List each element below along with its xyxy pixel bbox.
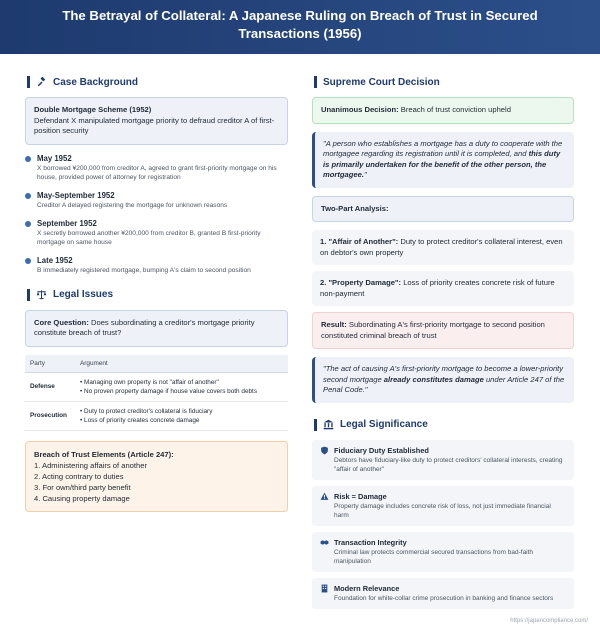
- significance-item-text: Property damage includes concrete risk of loss, not just immediate financial harm: [334, 502, 551, 519]
- gavel-icon: [36, 77, 47, 88]
- timeline-date: Late 1952: [37, 255, 73, 265]
- part-one-label: 1. "Affair of Another":: [320, 237, 399, 246]
- section-bar: [314, 419, 317, 431]
- significance-item: [312, 578, 574, 609]
- unanimous-label: Unanimous Decision:: [321, 105, 399, 114]
- unanimous-card: [312, 97, 574, 124]
- section-bar: [27, 76, 30, 88]
- quote-end: under Article 247 of the Penal Code.": [323, 374, 565, 394]
- argument-cell: [75, 401, 288, 430]
- quote-emphasis: this duty is primarily undertaken for the benefit of the other person, the mortgagee.: [323, 149, 561, 179]
- table-header-row: [25, 355, 288, 373]
- significance-item: [312, 486, 574, 526]
- element-item: 3. For own/third party benefit: [34, 482, 131, 492]
- core-question-label: Core Question:: [34, 317, 89, 327]
- timeline-date: May-September 1952: [37, 190, 115, 200]
- element-item: 1. Administering affairs of another: [34, 460, 147, 470]
- arguments-table: [25, 355, 288, 431]
- quote-emphasis: already constitutes damage: [383, 374, 484, 384]
- significance-item-title: Risk = Damage: [334, 491, 387, 501]
- quote-text: "The act of causing A's first-priority mortgage to become a lower-priority second mortgage: [323, 364, 564, 384]
- significance-item-title: Modern Relevance: [334, 583, 400, 593]
- summary-card: [25, 97, 288, 145]
- decision-title: Supreme Court Decision: [323, 76, 440, 88]
- shield-icon: [320, 446, 329, 455]
- element-item: 4. Causing property damage: [34, 493, 130, 503]
- case-background-title: Case Background: [53, 76, 139, 88]
- argument-line: • No proven property damage if house value covers both debts: [80, 387, 258, 395]
- timeline-dot: [25, 221, 31, 227]
- elements-card: [25, 441, 288, 512]
- part-two-label: 2. "Property Damage":: [320, 278, 402, 287]
- timeline-text: Creditor A delayed registering the mortgage for unknown reasons: [37, 201, 228, 209]
- table-header: Party: [25, 355, 75, 373]
- core-question-text: Does subordinating a creditor's mortgage priority constitute breach of trust?: [34, 317, 255, 337]
- timeline-text: B immediately registered mortgage, bumping A's claim to second position: [37, 266, 251, 274]
- timeline-text: X secretly borrowed another ¥200,000 from creditor B, granted B first-priority mortgage on same house: [37, 229, 261, 246]
- table-header: Argument: [75, 355, 288, 373]
- quote-card: [312, 132, 574, 188]
- section-bar: [314, 76, 317, 88]
- timeline-date: September 1952: [37, 218, 97, 228]
- significance-heading: [312, 419, 574, 431]
- unanimous-text: Breach of trust conviction upheld: [400, 105, 511, 114]
- result-text: Subordinating A's first-priority mortgage to second position constituted criminal breach of trust: [321, 320, 545, 340]
- timeline-item: [25, 190, 288, 210]
- significance-item-text: Foundation for white-collar crime prosecution in banking and finance sectors: [334, 594, 554, 602]
- scales-icon: [36, 289, 47, 300]
- summary-text: Defendant X manipulated mortgage priority to defraud creditor A of first-position security: [34, 115, 275, 135]
- timeline-dot: [25, 258, 31, 264]
- significance-item: [312, 532, 574, 572]
- quote-card: [312, 357, 574, 403]
- part-one-card: [312, 230, 574, 265]
- two-part-label: Two-Part Analysis:: [312, 196, 574, 223]
- party-cell: Prosecution: [25, 401, 75, 430]
- quote-end: ": [363, 170, 367, 179]
- argument-line: • Managing own property is not "affair of another": [80, 378, 219, 386]
- argument-line: • Duty to protect creditor's collateral is fiduciary: [80, 407, 213, 415]
- significance-item-text: Debtors have fiduciary-like duty to protect creditors' collateral interests, creating "affair of another": [334, 456, 563, 473]
- argument-line: • Loss of priority creates concrete damage: [80, 416, 200, 424]
- part-two-text: Loss of priority creates concrete risk of future non-payment: [320, 278, 555, 298]
- party-cell: Defense: [25, 372, 75, 401]
- timeline-date: May 1952: [37, 153, 72, 163]
- summary-title: Double Mortgage Scheme (1952): [34, 105, 152, 114]
- legal-issues-title: Legal Issues: [53, 289, 114, 300]
- page-title: The Betrayal of Collateral: A Japanese Ruling on Breach of Trust in Secured Transactions (1956): [62, 8, 538, 41]
- core-question-card: [25, 310, 288, 347]
- page-header: [0, 0, 600, 54]
- case-background-heading: [25, 76, 288, 88]
- elements-title: Breach of Trust Elements (Article 247):: [34, 449, 174, 459]
- result-card: [312, 312, 574, 349]
- significance-item-title: Fiduciary Duty Established: [334, 445, 429, 455]
- result-label: Result:: [321, 320, 347, 329]
- section-bar: [27, 289, 30, 301]
- argument-cell: [75, 372, 288, 401]
- timeline-item: [25, 218, 288, 247]
- table-row: [25, 372, 288, 401]
- part-two-card: [312, 271, 574, 306]
- part-one-text: Duty to protect creditor's collateral interest, even on debtor's own property: [320, 237, 563, 257]
- warning-icon: [320, 492, 329, 501]
- legal-issues-heading: [25, 289, 288, 301]
- quote-text: "A person who establishes a mortgage has a duty to cooperate with the mortgagee regarding its registration until it is completed, and: [323, 138, 563, 158]
- significance-item-text: Criminal law protects commercial secured transactions from bad-faith manipulation: [334, 548, 534, 565]
- element-item: 2. Acting contrary to duties: [34, 471, 124, 481]
- significance-item: [312, 440, 574, 480]
- bank-icon: [320, 584, 329, 593]
- footer-url: https://japancompliance.com/: [510, 618, 588, 624]
- timeline-item: [25, 255, 288, 275]
- significance-title: Legal Significance: [340, 419, 428, 430]
- timeline-dot: [25, 156, 31, 162]
- right-column: [312, 76, 574, 615]
- left-column: [25, 76, 288, 512]
- timeline-dot: [25, 193, 31, 199]
- building-icon: [323, 419, 334, 430]
- timeline-text: X borrowed ¥200,000 from creditor A, agreed to grant first-priority mortgage on his house, provided power of attorney for registration: [37, 164, 277, 181]
- timeline-item: [25, 153, 288, 182]
- significance-item-title: Transaction Integrity: [334, 537, 407, 547]
- timeline: [25, 153, 288, 275]
- decision-heading: [312, 76, 574, 88]
- table-row: [25, 401, 288, 430]
- handshake-icon: [320, 538, 329, 547]
